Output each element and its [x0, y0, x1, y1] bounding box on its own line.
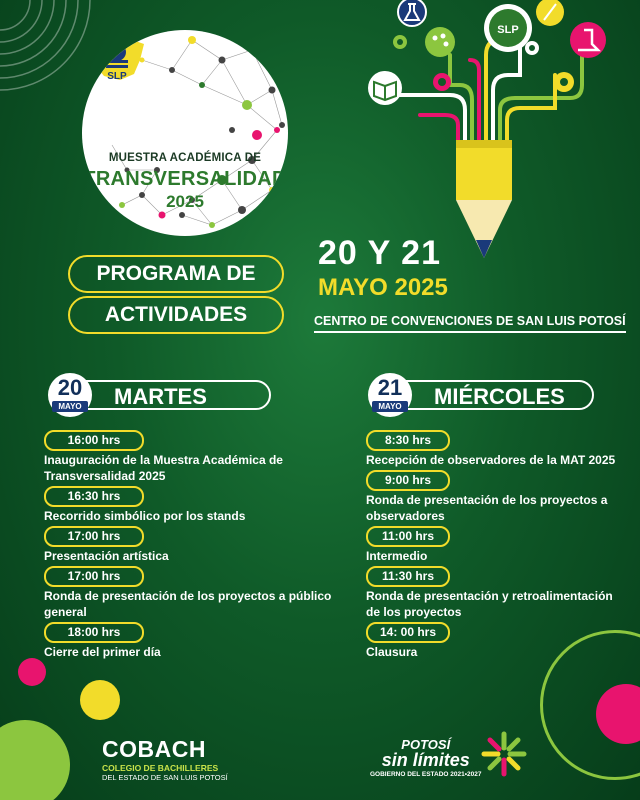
event-description: Inauguración de la Muestra Académica de Transversalidad 2025: [44, 453, 283, 483]
gov-line2: sin límites: [381, 750, 470, 770]
event-description: Presentación artística: [44, 549, 169, 563]
day2-name: MIÉRCOLES: [434, 384, 565, 409]
decorative-dot: [18, 658, 46, 686]
emblem-line1: MUESTRA ACADÉMICA DE: [108, 152, 262, 164]
brand-name: COBACH: [102, 736, 206, 762]
gear-icon: [525, 41, 539, 55]
day2-month: MAYO: [372, 401, 408, 412]
day1-number: 20: [57, 375, 83, 400]
slp-logo-text: SLP: [107, 71, 127, 82]
schedule-item: [366, 470, 616, 524]
schedule-item: [44, 622, 340, 660]
event-month: MAYO 2025: [318, 274, 448, 301]
day1-month: MAYO: [52, 401, 88, 412]
day2-badge: [368, 373, 412, 417]
gear-icon: [393, 35, 407, 49]
flask-icon: [398, 0, 426, 26]
day2-schedule: [366, 430, 616, 662]
event-time: 16:30 hrs: [44, 486, 144, 507]
event-description: Recepción de observadores de la MAT 2025: [366, 453, 616, 467]
event-description: Ronda de presentación y retroalimentación de los proyectos: [366, 589, 613, 619]
event-time: 17:00 hrs: [44, 526, 144, 547]
gear-icon: [433, 73, 451, 91]
slp-logo: [82, 30, 152, 90]
pencil-icon: [456, 140, 512, 258]
svg-text:SLP: SLP: [497, 24, 519, 36]
atom-icon: [536, 0, 564, 26]
pencil-tree-graphic: [360, 0, 640, 270]
event-description: Recorrido simbólico por los stands: [44, 509, 246, 523]
schedule-item: [366, 430, 616, 468]
gov-line1: POTOSÍ: [401, 737, 451, 752]
event-time: 11:30 hrs: [366, 566, 450, 587]
event-time: 9:00 hrs: [366, 470, 450, 491]
day2-number: 21: [377, 375, 403, 400]
schedule-item: [44, 430, 340, 484]
brand-subtitle-2: DEL ESTADO DE SAN LUIS POTOSÍ: [102, 773, 228, 782]
gov-line3: GOBIERNO DEL ESTADO 2021•2027: [370, 771, 482, 778]
event-time: 18:00 hrs: [44, 622, 144, 643]
event-time: 11:00 hrs: [366, 526, 450, 547]
schedule-item: [44, 566, 340, 620]
program-title-line2: ACTIVIDADES: [68, 296, 284, 334]
event-description: Ronda de presentación de los proyectos a observadores: [366, 493, 608, 523]
schedule-item: [366, 566, 616, 620]
event-description: Ronda de presentación de los proyectos a público general: [44, 589, 332, 619]
day1-header: [66, 380, 271, 410]
event-description: Clausura: [366, 645, 418, 659]
day1-name: MARTES: [114, 384, 207, 409]
event-venue: CENTRO DE CONVENCIONES DE SAN LUIS POTOSÍ: [314, 314, 626, 333]
event-description: Intermedio: [366, 549, 428, 563]
day1-schedule: [44, 430, 340, 662]
cobach-logo: [102, 736, 228, 782]
program-title-line1: PROGRAMA DE: [68, 255, 284, 293]
event-time: 14: 00 hrs: [366, 622, 450, 643]
government-star-icon: [480, 730, 528, 778]
brand-subtitle: COLEGIO DE BACHILLERES: [102, 763, 219, 773]
globe-icon: [484, 4, 532, 52]
microscope-icon: [570, 22, 606, 58]
event-time: 17:00 hrs: [44, 566, 144, 587]
event-time: 8:30 hrs: [366, 430, 450, 451]
event-emblem: [82, 30, 288, 236]
schedule-item: [44, 486, 340, 524]
schedule-item: [44, 526, 340, 564]
decorative-dot: [80, 680, 120, 720]
decorative-dot: [0, 720, 70, 800]
day1-badge: [48, 373, 92, 417]
palette-icon: [425, 27, 455, 57]
event-description: Cierre del primer día: [44, 645, 161, 659]
emblem-line2: TRANSVERSALIDAD: [83, 168, 287, 190]
event-time: 16:00 hrs: [44, 430, 144, 451]
event-days: 20 Y 21: [318, 234, 441, 272]
schedule-item: [366, 526, 616, 564]
emblem-line3: 2025: [166, 192, 204, 211]
gear-icon: [554, 72, 574, 92]
day2-header: [386, 380, 594, 410]
government-logo: [370, 738, 482, 778]
book-icon: [368, 71, 402, 105]
